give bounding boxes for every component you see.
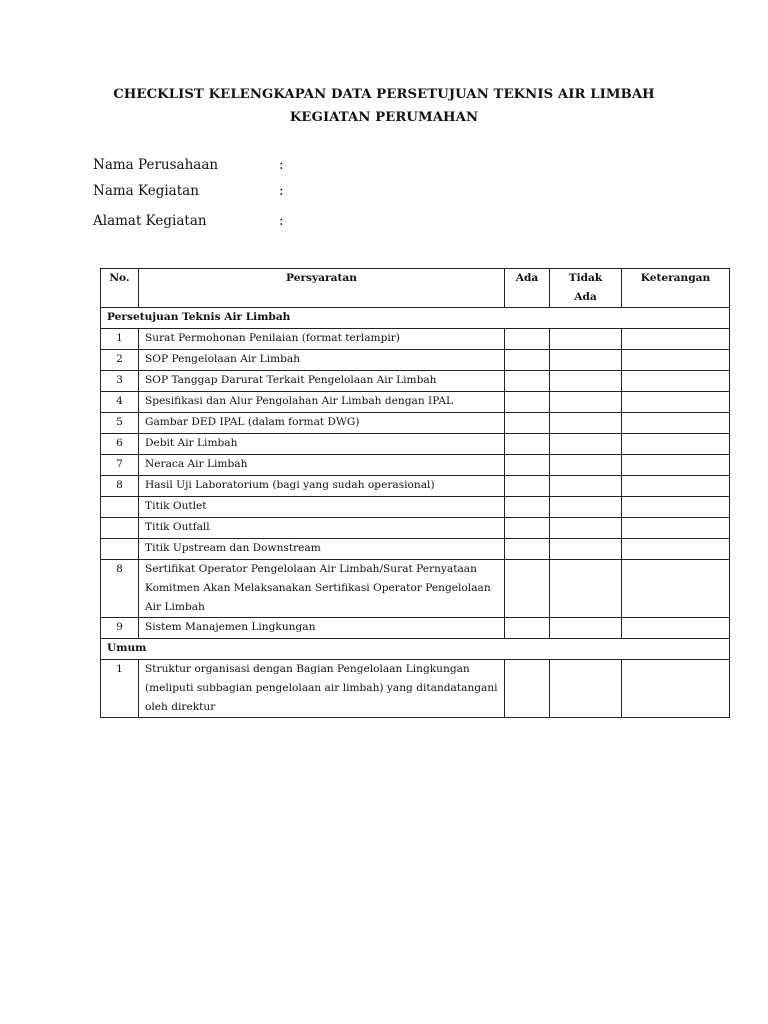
section-title: Persetujuan Teknis Air Limbah [101, 308, 730, 329]
table-row [101, 413, 730, 434]
row-requirement: Sertifikat Operator Pengelolaan Air Limbah/Surat Pernyataan Komitmen Akan Melaksanakan Sertifikasi Operator Pengelolaan Air Limbah [139, 560, 505, 618]
row-ada-cell [505, 560, 550, 618]
row-requirement: SOP Tanggap Darurat Terkait Pengelolaan Air Limbah [139, 371, 505, 392]
table-row [101, 392, 730, 413]
field-colon: : [279, 157, 284, 173]
row-number: 4 [101, 392, 139, 413]
row-ada-cell [505, 413, 550, 434]
row-keterangan-cell [622, 350, 730, 371]
row-requirement: Debit Air Limbah [139, 434, 505, 455]
row-tidak-ada-cell [550, 455, 622, 476]
checklist-table [100, 268, 730, 718]
row-keterangan-cell [622, 497, 730, 518]
field-colon: : [279, 183, 284, 199]
row-ada-cell [505, 539, 550, 560]
table-row [101, 560, 730, 618]
field-label: Nama Perusahaan [93, 157, 219, 173]
row-ada-cell [505, 518, 550, 539]
row-ada-cell [505, 392, 550, 413]
table-row [101, 350, 730, 371]
field-alamat-kegiatan [93, 213, 284, 229]
field-label: Nama Kegiatan [93, 183, 199, 199]
row-ada-cell [505, 618, 550, 639]
row-requirement: SOP Pengelolaan Air Limbah [139, 350, 505, 371]
row-tidak-ada-cell [550, 497, 622, 518]
row-requirement: Surat Permohonan Penilaian (format terlampir) [139, 329, 505, 350]
row-keterangan-cell [622, 434, 730, 455]
row-requirement: Sistem Manajemen Lingkungan [139, 618, 505, 639]
row-ada-cell [505, 476, 550, 497]
field-colon: : [279, 213, 284, 229]
table-row [101, 476, 730, 497]
row-number: 2 [101, 350, 139, 371]
table-header-row [101, 269, 730, 308]
row-keterangan-cell [622, 413, 730, 434]
row-number: 9 [101, 618, 139, 639]
row-number: 8 [101, 476, 139, 497]
row-number: 7 [101, 455, 139, 476]
row-keterangan-cell [622, 518, 730, 539]
table-row [101, 371, 730, 392]
header-ada: Ada [505, 269, 550, 308]
header-tidak-ada: Tidak Ada [550, 269, 622, 308]
document-title-line2: KEGIATAN PERUMAHAN [289, 110, 479, 125]
table-row [101, 518, 730, 539]
field-label: Alamat Kegiatan [93, 213, 207, 229]
row-keterangan-cell [622, 455, 730, 476]
row-tidak-ada-cell [550, 350, 622, 371]
row-tidak-ada-cell [550, 618, 622, 639]
section-row [101, 639, 730, 660]
row-requirement: Spesifikasi dan Alur Pengolahan Air Limbah dengan IPAL [139, 392, 505, 413]
row-tidak-ada-cell [550, 660, 622, 718]
table-row [101, 618, 730, 639]
row-requirement: Titik Outfall [139, 518, 505, 539]
row-number [101, 539, 139, 560]
row-requirement: Titik Upstream dan Downstream [139, 539, 505, 560]
table-row [101, 660, 730, 718]
row-keterangan-cell [622, 660, 730, 718]
row-tidak-ada-cell [550, 476, 622, 497]
row-tidak-ada-cell [550, 329, 622, 350]
document-title-line1: CHECKLIST KELENGKAPAN DATA PERSETUJUAN TEKNIS AIR LIMBAH [113, 87, 655, 102]
row-keterangan-cell [622, 392, 730, 413]
row-keterangan-cell [622, 618, 730, 639]
table-row [101, 329, 730, 350]
section-title: Umum [101, 639, 730, 660]
row-keterangan-cell [622, 476, 730, 497]
row-number: 1 [101, 660, 139, 718]
row-number: 3 [101, 371, 139, 392]
row-requirement: Neraca Air Limbah [139, 455, 505, 476]
row-ada-cell [505, 455, 550, 476]
row-keterangan-cell [622, 539, 730, 560]
row-ada-cell [505, 434, 550, 455]
row-ada-cell [505, 350, 550, 371]
row-ada-cell [505, 660, 550, 718]
header-no: No. [101, 269, 139, 308]
row-ada-cell [505, 497, 550, 518]
row-number [101, 497, 139, 518]
row-requirement: Titik Outlet [139, 497, 505, 518]
row-requirement: Hasil Uji Laboratorium (bagi yang sudah operasional) [139, 476, 505, 497]
row-number [101, 518, 139, 539]
row-tidak-ada-cell [550, 413, 622, 434]
table-row [101, 455, 730, 476]
table-row [101, 497, 730, 518]
row-tidak-ada-cell [550, 539, 622, 560]
row-tidak-ada-cell [550, 392, 622, 413]
row-tidak-ada-cell [550, 560, 622, 618]
field-nama-perusahaan [93, 157, 284, 173]
row-number: 6 [101, 434, 139, 455]
section-row [101, 308, 730, 329]
row-number: 5 [101, 413, 139, 434]
table-row [101, 539, 730, 560]
row-keterangan-cell [622, 329, 730, 350]
row-tidak-ada-cell [550, 371, 622, 392]
row-keterangan-cell [622, 560, 730, 618]
field-nama-kegiatan [93, 183, 284, 199]
row-requirement: Gambar DED IPAL (dalam format DWG) [139, 413, 505, 434]
row-tidak-ada-cell [550, 434, 622, 455]
row-ada-cell [505, 329, 550, 350]
header-keterangan: Keterangan [622, 269, 730, 308]
row-requirement: Struktur organisasi dengan Bagian Pengelolaan Lingkungan (meliputi subbagian pengelolaan air limbah) yang ditandatangani oleh direktur [139, 660, 505, 718]
row-keterangan-cell [622, 371, 730, 392]
header-persyaratan: Persyaratan [139, 269, 505, 308]
row-number: 1 [101, 329, 139, 350]
table-row [101, 434, 730, 455]
row-tidak-ada-cell [550, 518, 622, 539]
row-ada-cell [505, 371, 550, 392]
row-number: 8 [101, 560, 139, 618]
